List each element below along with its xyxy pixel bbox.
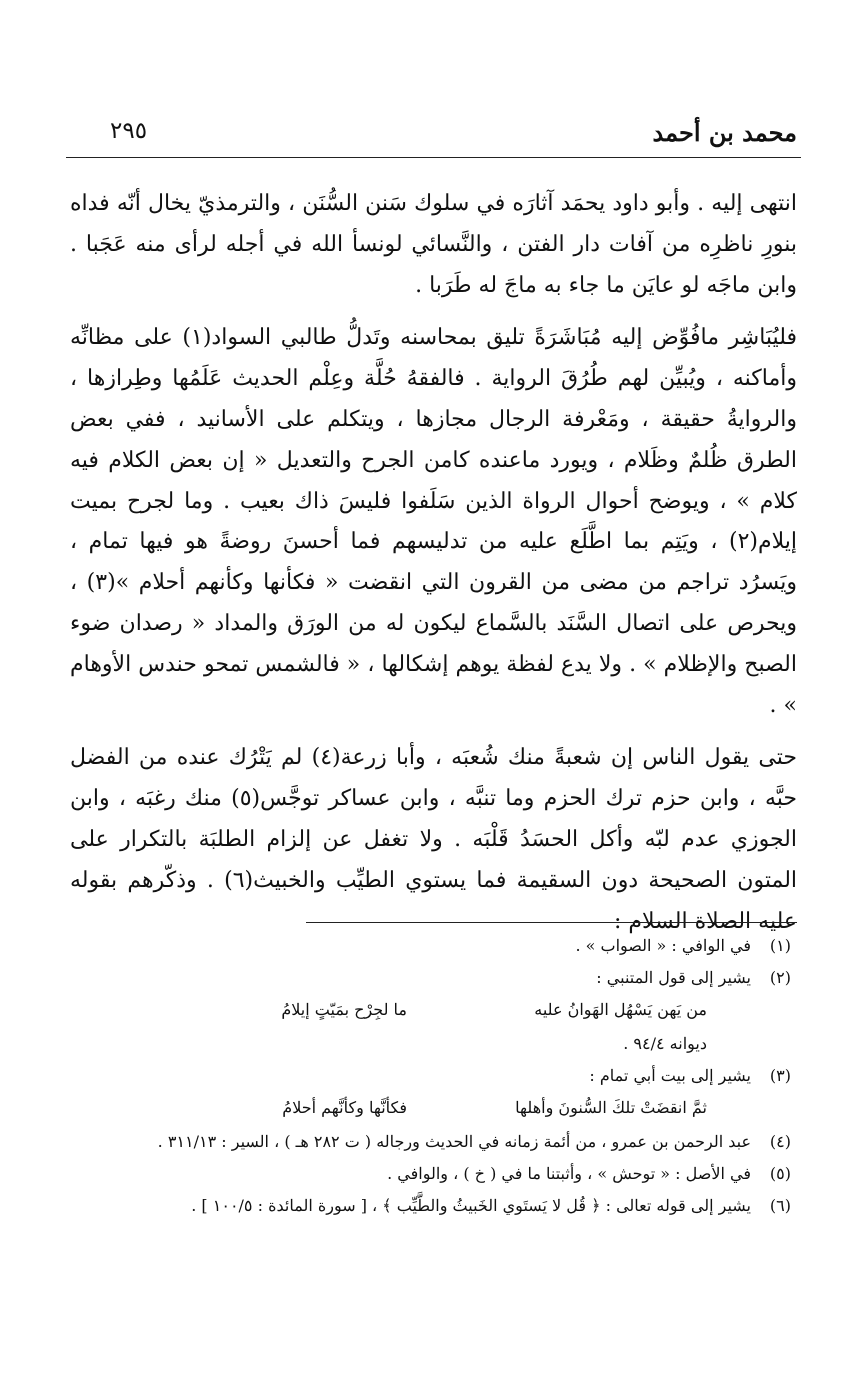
paragraph: انتهى إليه . وأبو داود يحمَد آثارَه في سلوك سَنن السُّنَن ، والترمذيّ يخال أنّه فداه بنورِ ناظرِه من آفات دار الفتن ، والنَّسائي لونسأ الله في أجله لرأى منه عَجَبا . وابن ماجَه لو عايَن ما جاء به ماجَ له طَرَبا . xyxy=(70,191,797,298)
footnote-text: في الأصل : « توحش » ، وأثبتنا ما في ( خ ) ، والوافي . xyxy=(387,1164,751,1183)
footnote-text: يشير إلى قوله تعالى : ﴿ قُل لا يَستَوي الخَبيثُ والطَّيِّب ﴾ ، [ سورة المائدة : ١٠٠/٥ ] . xyxy=(191,1196,751,1215)
footnote xyxy=(70,930,797,962)
running-title: محمد بن أحمد xyxy=(652,118,797,147)
footnote xyxy=(70,1158,797,1190)
page-number: ٢٩٥ xyxy=(110,118,148,144)
footnotes xyxy=(70,930,797,1222)
verse-line xyxy=(70,1092,797,1126)
footnote-rule xyxy=(306,922,797,923)
footnote-number: (٢) xyxy=(769,968,791,987)
footnote xyxy=(70,1126,797,1158)
paragraph: حتى يقول الناس إن شعبةً منك شُعبَه ، وأبا زرعة(٤) لم يَتْرُك عنده من الفضل حبَّه ، وابن حزم ترك الحزم وما تنبَّه ، وابن عساكر توجَّس(٥) منك رغبَه ، وابن الجوزي عدم لبّه وأكل الحسَدُ قَلْبَه . ولا تغفل عن إلزام الطلبَة بالتكرار على المتون الصحيحة دون السقيمة فما يستوي الطيِّب والخبيث(٦) . وذكّرهم بقوله عليه الصلاة السلام : xyxy=(70,745,798,934)
verse-second-hemistich: فكأنَّها وكأنَّهم أحلامُ xyxy=(282,1098,407,1117)
verse-line xyxy=(70,994,797,1028)
verse-first-hemistich: ثمَّ انقضَتْ تلكَ السُّنونَ وأهلها xyxy=(515,1098,707,1117)
footnote-text: يشير إلى قول المتنبي : xyxy=(596,968,751,987)
footnote xyxy=(70,1060,797,1092)
header-rule xyxy=(66,157,801,158)
footnote-number: (١) xyxy=(769,936,791,955)
main-text xyxy=(70,184,797,942)
footnote-text: في الوافي : « الصواب » . xyxy=(575,936,751,955)
footnote xyxy=(70,1190,797,1222)
verse-second-hemistich: ما لجِرْح بمَيّتٍ إيلامُ xyxy=(281,1000,407,1019)
verse-first-hemistich: من يَهن يَسْهُل الهَوانُ عليه xyxy=(534,1000,707,1019)
footnote-text: يشير إلى بيت أبي تمام : xyxy=(589,1066,751,1085)
footnote-number: (٦) xyxy=(769,1196,791,1215)
footnote-text: عبد الرحمن بن عمرو ، من أئمة زمانه في الحديث ورجاله ( ت ٢٨٢ هـ ) ، السير : ٣١١/١٣ . xyxy=(157,1132,751,1151)
footnote-number: (٥) xyxy=(769,1164,791,1183)
footnote-source: ديوانه ٩٤/٤ . xyxy=(623,1034,707,1053)
footnote-number: (٤) xyxy=(769,1132,791,1151)
footnote-number: (٣) xyxy=(769,1066,791,1085)
running-header xyxy=(70,118,797,154)
footnote xyxy=(70,962,797,994)
paragraph: فليُبَاشِر مافُوِّض إليه مُبَاشَرَةً تليق بمحاسنه وتَدلُّ طالبي السواد(١) على مظانِّه وأماكنه ، ويُبيِّن لهم طُرُقَ الرواية . فالفقهُ حُلَّة وعِلْم الحديث عَلَمُها وطِرازها ، والروايةُ حقيقة ، ومَعْرفة الرجال مجازها ، ويتكلم على الأسانيد ، ففي بعض الطرق ظُلمٌ وظَلام ، ويورد ماعنده كامن الجرح والتعديل « إن بعض الكلام فيه كلام » ، ويوضح أحوال الرواة الذين سَلَفوا فليسَ ذاك بعيب . وما لجرح بميت إيلام(٢) ، ويَتِم بما اطَّلَع عليه من تدليسهم فما أحسنَ روضةً هو فيها تمام ، ويَسرُد تراجم من مضى من القرون التي انقضت « فكأنها وكأنهم أحلام »(٣) ، ويحرص على اتصال السَّنَد بالسَّماع ليكون له من الورَق والمداد « رصدان ضوء الصبح والإظلام » . ولا يدع لفظة يوهم إشكالها ، « فالشمس تمحو حندس الأوهام » . xyxy=(70,325,797,718)
